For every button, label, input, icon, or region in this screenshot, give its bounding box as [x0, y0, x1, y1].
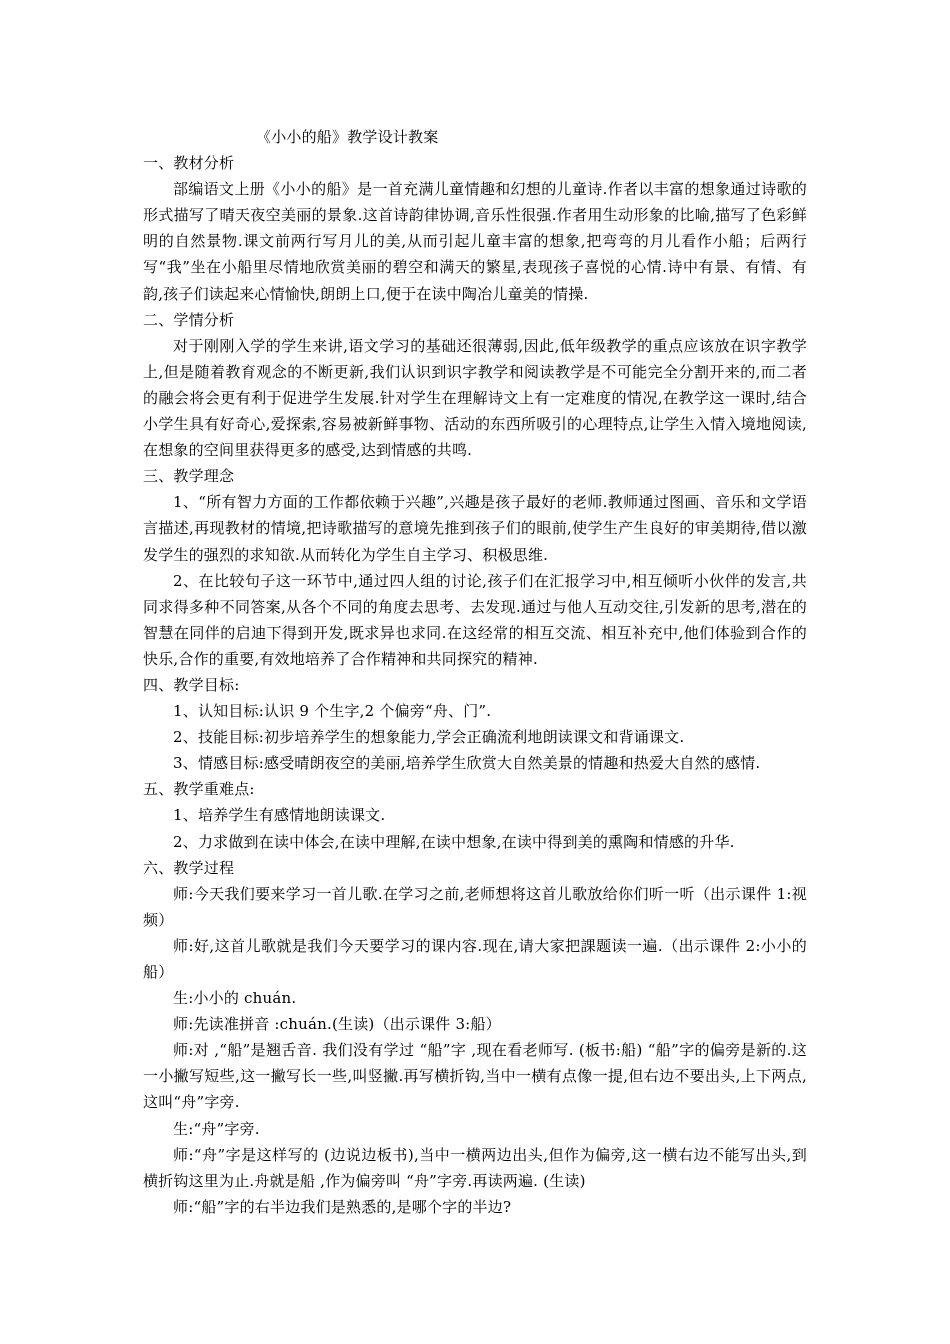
paragraph: 师:对 ,“船”是翘舌音. 我们没有学过 “船”字 ,现在看老师写. (板书:船) “船”字的偏旁是新的.这一小撇写短些,这一撇写长一些,叫竖撇.再写横折钩,当中一横有点像一提,但右边不要出头,上下两点,这叫“舟”字旁. [143, 1041, 807, 1112]
section-teaching-goals [143, 672, 807, 776]
paragraph: 生:小小的 chuán. [173, 989, 297, 1008]
section-key-points [143, 776, 807, 854]
paragraph: 2、力求做到在读中体会,在读中理解,在读中想象,在读中得到美的熏陶和情感的升华. [173, 832, 735, 851]
paragraph: 师:好,这首儿歌就是我们今天要学习的课内容.现在,请大家把課题读一遍.（出示课件 2:小小的船） [143, 936, 807, 981]
section-learner-analysis [143, 307, 807, 464]
section-heading: 三、教学理念 [143, 467, 235, 486]
document-title: 《小小的船》教学设计教案 [256, 128, 439, 146]
section-heading: 一、教材分析 [143, 154, 235, 173]
section-heading: 二、学情分析 [143, 310, 235, 329]
paragraph: 师:今天我们要来学习一首儿歌.在学习之前,老师想将这首儿歌放给你们听一听（出示课件 1:视频） [143, 884, 807, 929]
paragraph: 生:“舟”字旁. [173, 1119, 260, 1138]
paragraph: 1、“所有智力方面的工作都依赖于兴趣”,兴趣是孩子最好的老师.教师通过图画、音乐和文学语言描述,再现教材的情境,把诗歌描写的意境先推到孩子们的眼前,使学生产生良好的审美期待,借以激发学生的强烈的求知欲.从而转化为学生自主学习、积极思维. [143, 493, 807, 564]
paragraph: 1、认知目标:认识 9 个生字,2 个偏旁“舟、门”. [173, 702, 492, 721]
paragraph: 师:先读准拼音 :chuán.(生读)（出示课件 3:船） [173, 1015, 501, 1034]
section-heading: 四、教学目标: [143, 675, 240, 694]
section-heading: 六、教学过程 [143, 858, 235, 877]
paragraph: 2、技能目标:初步培养学生的想象能力,学会正确流利地朗读课文和背诵课文. [173, 728, 685, 747]
section-teaching-philosophy [143, 463, 807, 672]
paragraph: 1、培养学生有感情地朗读课文. [173, 806, 386, 825]
paragraph: 部编语文上册《小小的船》是一首充满儿童情趣和幻想的儿童诗.作者以丰富的想象通过诗歌的形式描写了晴天夜空美丽的景象.这首诗韵律协调,音乐性很强.作者用生动形象的比喻,描写了色彩鲜明的自然景物.课文前两行写月儿的美,从而引起儿童丰富的想象,把弯弯的月儿看作小船；后两行写“我”坐在小船里尽情地欣赏美丽的碧空和满天的繁星,表现孩子喜悦的心情.诗中有景、有情、有韵,孩子们读起来心情愉快,朗朗上口,便于在读中陶冶儿童美的情操. [143, 180, 807, 303]
paragraph: 师:“舟”字是这样写的 (边说边板书),当中一横两边出头,但作为偏旁,这一横右边不能写出头,到横折钩这里为止.舟就是船 ,作为偏旁叫 “舟”字旁.再读两遍. (生读) [143, 1145, 807, 1190]
paragraph: 2、在比较句子这一环节中,通过四人组的讨论,孩子们在汇报学习中,相互倾听小伙伴的发言,共同求得多种不同答案,从各个不同的角度去思考、去发现.通过与他人互动交往,引发新的思考,潜在的智慧在同伴的启迪下得到开发,既求异也求同.在这经常的相互交流、相互补充中,他们体验到合作的快乐,合作的重要,有效地培养了合作精神和共同探究的精神. [143, 571, 807, 668]
section-teaching-process [143, 855, 807, 1220]
document-page [143, 124, 807, 1220]
paragraph: 3、情感目标:感受晴朗夜空的美丽,培养学生欣赏大自然美景的情趣和热爱大自然的感情. [173, 754, 761, 773]
section-textbook-analysis [143, 150, 807, 307]
paragraph: 对于刚刚入学的学生来讲,语文学习的基础还很薄弱,因此,低年级教学的重点应该放在识字教学上,但是随着教育观念的不断更新,我们认识到识字教学和阅读教学是不可能完全分割开来的,而二者的融会将会更有利于促进学生发展.针对学生在理解诗文上有一定难度的情况,在教学这一课时,结合小学生具有好奇心,爱探索,容易被新鲜事物、活动的东西所吸引的心理特点,让学生入情入境地阅读,在想象的空间里获得更多的感受,达到情感的共鸣. [143, 336, 807, 460]
section-heading: 五、教学重难点: [143, 780, 255, 799]
paragraph: 师:“船”字的右半边我们是熟悉的,是哪个字的半边? [173, 1197, 512, 1216]
